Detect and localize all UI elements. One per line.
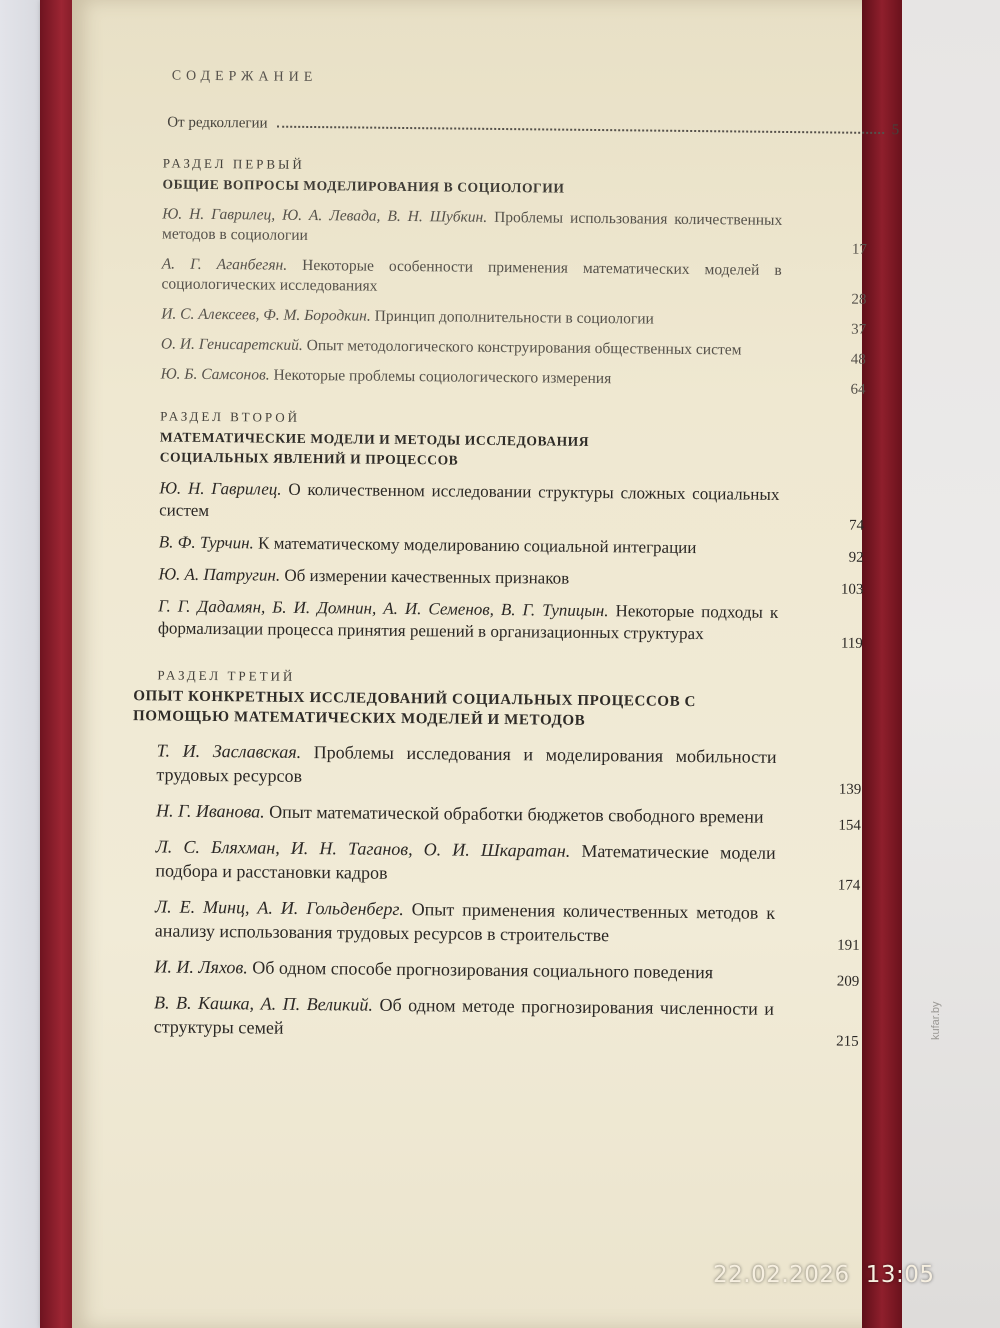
toc-entry: [134, 563, 864, 598]
entry-author: А. Г. Аганбегян.: [161, 255, 288, 274]
toc-entry: [137, 334, 866, 368]
book-cover-right: [862, 0, 902, 1328]
watermark: kufar.by: [930, 1001, 942, 1040]
entry-title: Опыт применения количественных методов к анализу использования трудовых ресурсов в строительстве: [154, 899, 776, 946]
toc-entry: [130, 990, 859, 1050]
entry-page: 209: [836, 973, 860, 990]
entry-title: Некоторые проблемы социологического измерения: [273, 366, 612, 388]
entry-author: И. И. Ляхов.: [154, 956, 248, 978]
toc-entry: [137, 254, 867, 308]
entry-title: Опыт математической обработки бюджетов свободного времени: [269, 801, 764, 827]
entry-author: В. В. Кашка, А. П. Великий.: [153, 992, 374, 1015]
entry-title: Об одном методе прогнозирования численности и структуры семей: [153, 994, 775, 1038]
photo-date: 22.02.2026: [713, 1262, 850, 1288]
entry-author: О. И. Генисаретский.: [160, 335, 303, 354]
entry-page: 28: [851, 291, 867, 308]
table-of-contents: [110, 50, 900, 1050]
section-1-title: ОБЩИЕ ВОПРОСЫ МОДЕЛИРОВАНИЯ В СОЦИОЛОГИИ: [162, 176, 565, 196]
entry-title: Некоторые подходы к формализации процесса принятия решений в организационных структурах: [157, 601, 779, 644]
toc-entry: [134, 595, 863, 652]
entry-page: 103: [840, 581, 864, 598]
entry-title: Об измерении качественных признаков: [284, 565, 570, 588]
toc-entry: [135, 531, 864, 566]
section-2-label: РАЗДЕЛ ВТОРОЙ: [160, 408, 301, 425]
toc-entry: [137, 364, 866, 398]
entry-page: 191: [837, 937, 860, 954]
section-1: [117, 155, 868, 398]
entry-author: Л. Е. Минц, А. И. Гольденберг.: [154, 896, 404, 920]
entry-page: 139: [838, 781, 862, 798]
entry-author: В. Ф. Турчин.: [158, 532, 254, 553]
toc-entry: [130, 954, 860, 990]
section-2-title: МАТЕМАТИЧЕСКИЕ МОДЕЛИ И МЕТОДЫ ИССЛЕДОВАНИЯ СОЦИАЛЬНЫХ ЯВЛЕНИЙ И ПРОЦЕССОВ: [159, 429, 590, 468]
section-3-title: ОПЫТ КОНКРЕТНЫХ ИССЛЕДОВАНИЙ СОЦИАЛЬНЫХ ПРОЦЕССОВ С ПОМОЩЬЮ МАТЕМАТИЧЕСКИХ МОДЕЛЕЙ И МЕТОДОВ: [132, 688, 697, 729]
toc-entry: [131, 894, 860, 954]
entry-author: Ю. Б. Самсонов.: [160, 365, 270, 384]
entry-title: Принцип дополнительности в социологии: [374, 307, 654, 328]
entry-title: Об одном способе прогнозирования социального поведения: [252, 957, 714, 983]
entry-title: Опыт методологического конструирования общественных систем: [306, 336, 742, 359]
entry-page: 37: [851, 321, 867, 338]
entry-page: 174: [837, 877, 861, 894]
entry-page: 92: [848, 549, 864, 566]
entry-page: 154: [838, 817, 862, 834]
entry-title: О количественном исследовании структуры сложных социальных систем: [159, 479, 780, 520]
front-matter-title: От редколлегии: [167, 114, 268, 132]
section-3-label: РАЗДЕЛ ТРЕТИЙ: [157, 667, 296, 684]
entry-page: 48: [850, 351, 866, 368]
entry-page: 74: [848, 517, 865, 534]
toc-entry: [132, 738, 862, 798]
photo-timestamp: [713, 1262, 951, 1288]
entry-author: И. С. Алексеев, Ф. М. Бородкин.: [161, 305, 371, 325]
leader-dots: [278, 116, 884, 134]
photo-time: 13:05: [865, 1262, 935, 1288]
entry-title: К математическому моделированию социальной интеграции: [257, 533, 697, 558]
section-3: [110, 667, 862, 1050]
entry-title: Проблемы использования количественных методов в социологии: [161, 208, 783, 244]
toc-entry: [138, 204, 868, 258]
toc-entry: [132, 798, 862, 834]
entry-title: Некоторые особенности применения математических моделей в социологических исследованиях: [161, 256, 782, 295]
toc-entry: [135, 477, 865, 534]
entry-author: Л. С. Бляхман, И. Н. Таганов, О. И. Шкаратан.: [155, 836, 571, 861]
section-1-label: РАЗДЕЛ ПЕРВЫЙ: [162, 155, 305, 172]
entry-author: Ю. Н. Гаврилец, Ю. А. Левада, В. Н. Шубкин.: [162, 205, 488, 226]
entry-page: 64: [850, 381, 866, 398]
entry-author: Ю. А. Патругин.: [158, 564, 281, 585]
toc-heading: СОДЕРЖАНИЕ: [171, 68, 318, 86]
entry-page: 215: [836, 1033, 859, 1050]
entry-page: 119: [840, 635, 863, 652]
entry-title: Математические модели подбора и расстановки кадров: [155, 840, 776, 883]
entry-author: Т. И. Заславская.: [156, 740, 302, 762]
toc-entry: [131, 834, 861, 894]
section-2: [114, 408, 865, 652]
entry-author: Г. Г. Дадамян, Б. И. Домнин, А. И. Семенов, В. Г. Тупицын.: [158, 596, 609, 621]
entry-title: Проблемы исследования и моделирования мобильности трудовых ресурсов: [156, 742, 777, 786]
entry-page: 17: [851, 241, 868, 258]
front-matter-page: 5: [891, 122, 900, 139]
entry-author: Н. Г. Иванова.: [155, 800, 265, 822]
entry-author: Ю. Н. Гаврилец.: [159, 478, 282, 499]
front-matter-entry: [167, 114, 900, 139]
toc-entry: [137, 304, 867, 338]
